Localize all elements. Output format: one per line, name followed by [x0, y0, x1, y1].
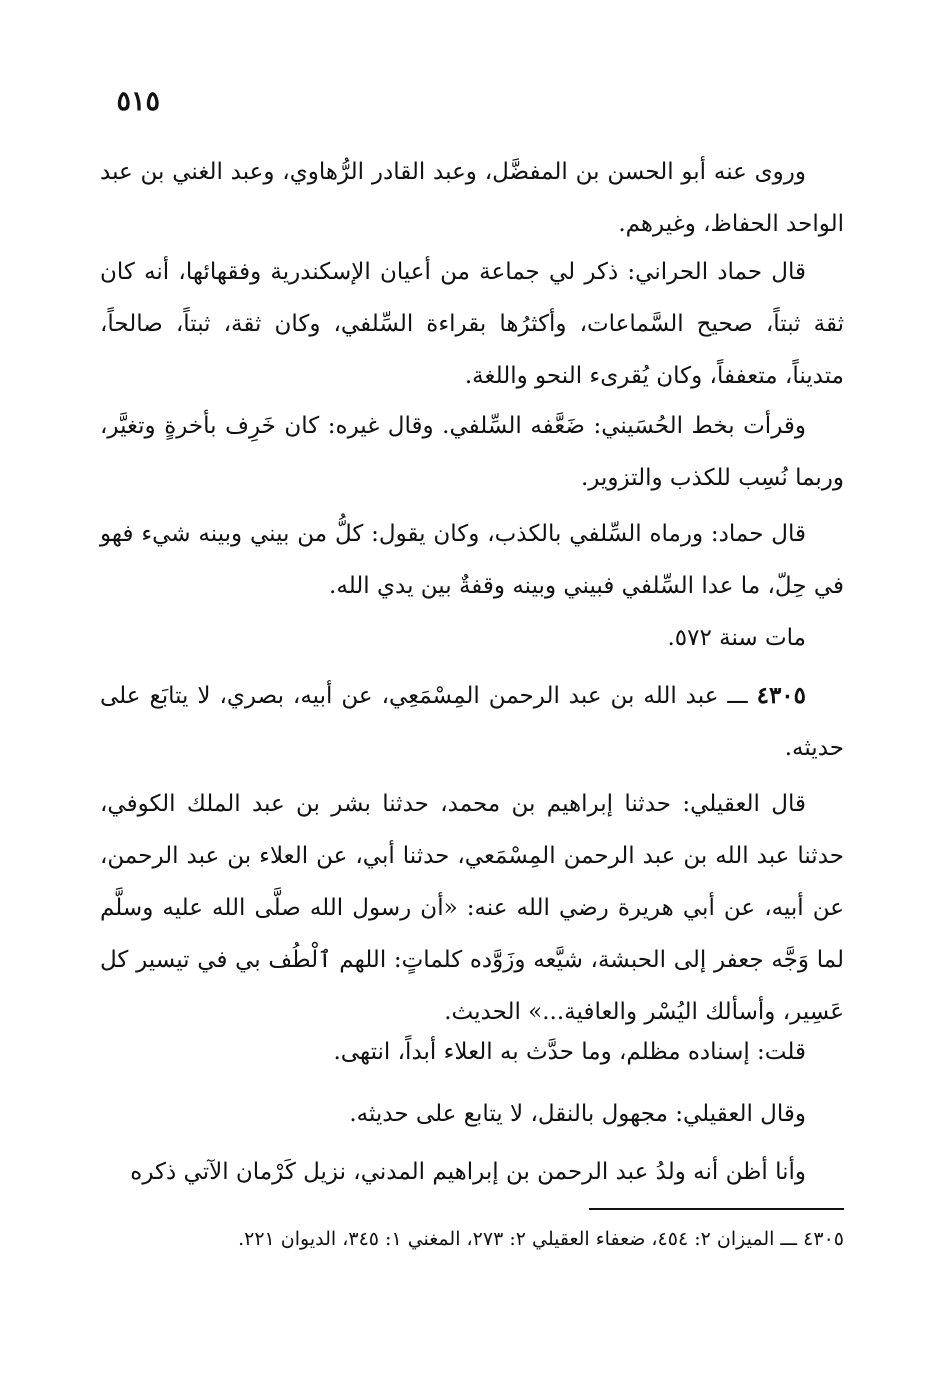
paragraph: وقرأت بخط الحُسَيني: ضَعَّفه السِّلفي. وقال غيره: كان خَرِف بأخرةٍ وتغيَّر، وربما نُسِب للكذب والتزوير. [100, 413, 844, 491]
paragraph: قال حماد: ورماه السِّلفي بالكذب، وكان يقول: كلُّ من بيني وبينه شيء فهو في حِلّ، ما عدا السِّلفي فبيني وبينه وقفةٌ بين يدي الله. [100, 521, 844, 599]
entry-text: عبد الله بن عبد الرحمن المِسْمَعِي، عن أبيه، بصري، لا يتابَع على حديثه. [100, 683, 844, 761]
footnote: ٤٣٠٥ ـــ الميزان ٢: ٤٥٤، ضعفاء العقيلي ٢: ٢٧٣، المغني ١: ٣٤٥، الديوان ٢٢١. [238, 1228, 844, 1250]
paragraph: وروى عنه أبو الحسن بن المفضَّل، وعبد القادر الرُّهاوي، وعبد الغني بن عبد الواحد الحفاظ، وغيرهم. [100, 159, 844, 237]
entry-number: ٤٣٠٥ [756, 682, 807, 709]
entry-paragraph [100, 670, 844, 774]
paragraph: وأنا أظن أنه ولدُ عبد الرحمن بن إبراهيم المدني، نزيل كَرْمان الآتي ذكره [130, 1159, 806, 1185]
paragraph: وقال العقيلي: مجهول بالنقل، لا يتابع على حديثه. [349, 1101, 806, 1127]
paragraph: قال العقيلي: حدثنا إبراهيم بن محمد، حدثنا بشر بن عبد الملك الكوفي، حدثنا عبد الله بن عبد الرحمن المِسْمَعي، حدثنا أبي، عن العلاء بن عبد الرحمن، عن أبيه، عن أبي هريرة رضي الله عنه: «أن رسول الله صلَّى الله عليه وسلَّم لما وَجَّه جعفر إلى الحبشة، شيَّعه وزَوَّده كلماتٍ: اللهم ٱلْطُف بي في تيسير كل عَسِير، وأسألك اليُسْر والعافية...» الحديث. [100, 791, 844, 1025]
paragraph: مات سنة ٥٧٢. [667, 625, 806, 651]
footnote-divider [589, 1208, 844, 1210]
entry-dash: ـــ [727, 683, 748, 709]
paragraph: قال حماد الحراني: ذكر لي جماعة من أعيان الإسكندرية وفقهائها، أنه كان ثقة ثبتاً، صحيح السَّماعات، وأكثرُها بقراءة السِّلفي، وكان ثقة، ثبتاً، صالحاً، متديناً، متعففاً، وكان يُقرىء النحو واللغة. [100, 259, 844, 389]
page-number: ٥١٥ [116, 86, 160, 117]
paragraph: قلت: إسناده مظلم، وما حدَّث به العلاء أبداً، انتهى. [333, 1039, 806, 1065]
